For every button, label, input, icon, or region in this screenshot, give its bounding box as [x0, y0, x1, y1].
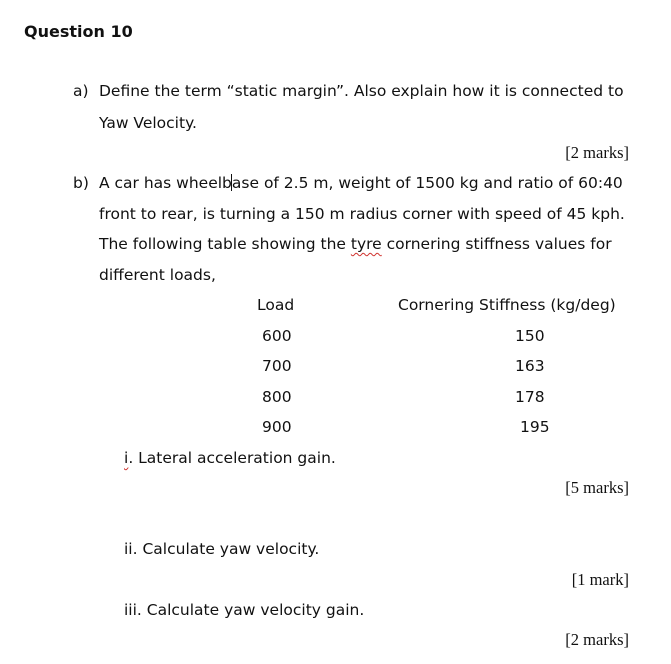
- part-a-line-1: Define the term “static margin”. Also explain how it is connected to: [99, 82, 624, 100]
- table-cell-load: 900: [262, 418, 292, 436]
- part-b-line-1: [99, 173, 623, 193]
- part-b-line-4: different loads,: [99, 266, 216, 284]
- part-b-line-3-end: cornering stiffness values for: [381, 235, 612, 253]
- part-b-label: b): [73, 174, 89, 192]
- subquestion-i: [124, 448, 336, 468]
- subquestion-ii: ii. Calculate yaw velocity.: [124, 540, 320, 558]
- subquestion-iii: iii. Calculate yaw velocity gain.: [124, 601, 365, 619]
- part-b-line-1-start: A car has wheelb: [99, 174, 232, 192]
- table-cell-load: 600: [262, 327, 292, 345]
- table-cell-stiffness: 163: [515, 357, 545, 375]
- subquestion-i-text: . Lateral acceleration gain.: [128, 449, 336, 467]
- table-cell-load: 800: [262, 388, 292, 406]
- part-a-line-2: Yaw Velocity.: [99, 114, 197, 132]
- part-b-line-3-start: The following table showing the: [99, 235, 351, 253]
- subquestion-i-number[interactable]: i: [124, 449, 129, 467]
- part-b-line-3: [99, 234, 612, 254]
- subquestion-ii-marks: [1 mark]: [571, 570, 629, 589]
- spellcheck-word[interactable]: tyre: [350, 235, 382, 253]
- part-a-marks: [2 marks]: [565, 143, 629, 162]
- part-b-line-1-end: ase of 2.5 m, weight of 1500 kg and ratio of 60:40: [231, 174, 623, 192]
- part-b-line-2: front to rear, is turning a 150 m radius corner with speed of 45 kph.: [99, 205, 625, 223]
- table-header-stiffness: Cornering Stiffness (kg/deg): [398, 296, 616, 314]
- subquestion-iii-marks: [2 marks]: [565, 630, 629, 649]
- subquestion-i-marks: [5 marks]: [565, 478, 629, 497]
- table-cell-load: 700: [262, 357, 292, 375]
- table-cell-stiffness: 150: [515, 327, 545, 345]
- table-cell-stiffness: 195: [520, 418, 550, 436]
- table-cell-stiffness: 178: [515, 388, 545, 406]
- question-title: Question 10: [24, 22, 133, 41]
- part-a-label: a): [73, 82, 89, 100]
- table-header-load: Load: [257, 296, 295, 314]
